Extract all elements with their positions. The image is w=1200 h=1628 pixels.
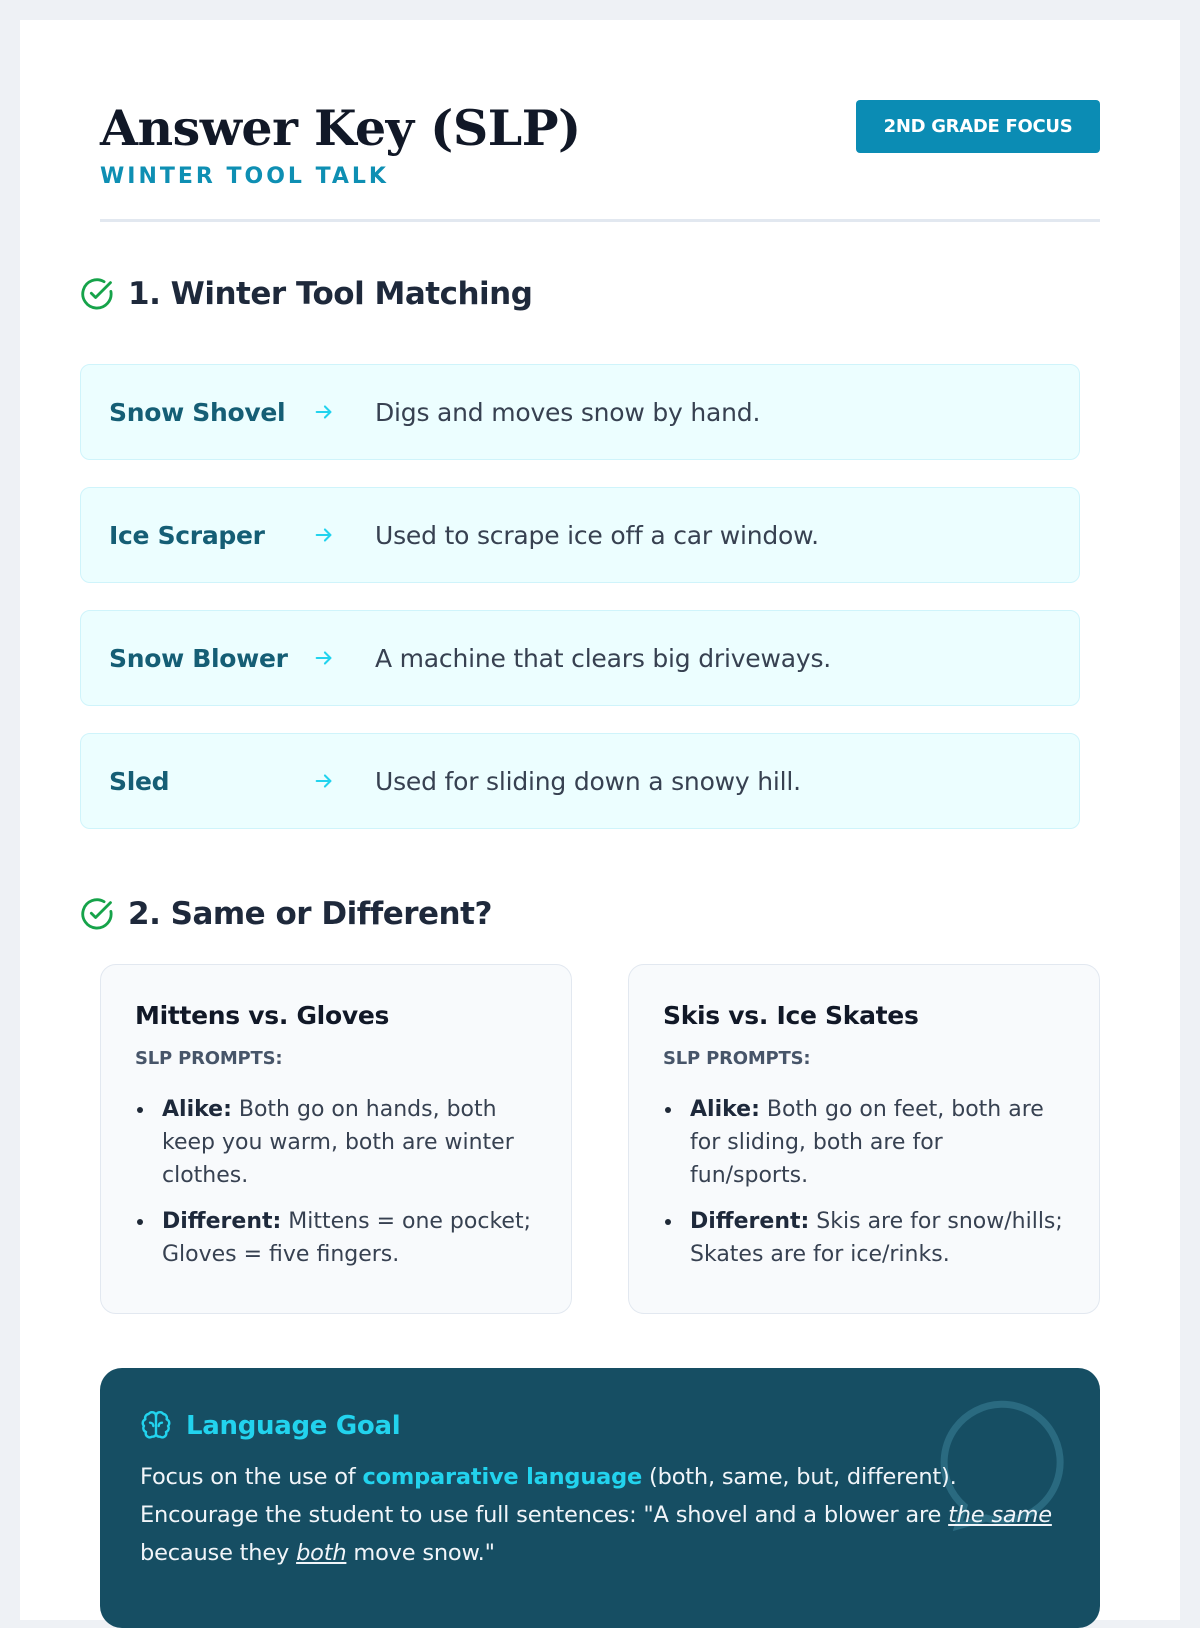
different-text: Mittens = one pocket; Gloves = five fingers. xyxy=(162,1209,531,1267)
grade-badge: 2ND GRADE FOCUS xyxy=(856,100,1100,153)
prompt-list xyxy=(663,1093,1065,1271)
match-definition: Used to scrape ice off a car window. xyxy=(375,520,819,550)
section-1-title: 1. Winter Tool Matching xyxy=(128,276,533,312)
match-row xyxy=(80,487,1080,583)
match-definition: A machine that clears big driveways. xyxy=(375,643,832,673)
brain-icon xyxy=(140,1410,172,1442)
check-circle-icon xyxy=(80,277,114,311)
arrow-right-icon xyxy=(313,643,375,673)
prompts-label: SLP PROMPTS: xyxy=(663,1048,811,1069)
match-term: Snow Blower xyxy=(109,643,288,673)
match-term: Snow Shovel xyxy=(109,397,286,427)
match-row xyxy=(80,610,1080,706)
match-row xyxy=(80,364,1080,460)
section-1-heading xyxy=(80,276,532,312)
page-subtitle: WINTER TOOL TALK xyxy=(100,164,389,189)
alike-label: Alike: xyxy=(162,1097,232,1122)
match-definition: Used for sliding down a snowy hill. xyxy=(375,766,801,796)
goal-heading xyxy=(140,1410,1060,1442)
different-item xyxy=(663,1205,1065,1271)
different-item xyxy=(135,1205,537,1271)
different-label: Different: xyxy=(690,1209,810,1234)
goal-emphasis: the same xyxy=(948,1502,1052,1528)
alike-item xyxy=(135,1093,537,1192)
page-title: Answer Key (SLP) xyxy=(100,99,581,157)
goal-text-part: because they xyxy=(140,1540,297,1566)
match-term: Ice Scraper xyxy=(109,520,265,550)
goal-text-part: Focus on the use of xyxy=(140,1464,363,1490)
goal-title: Language Goal xyxy=(186,1411,401,1441)
match-row xyxy=(80,733,1080,829)
prompts-label: SLP PROMPTS: xyxy=(135,1048,283,1069)
arrow-right-icon xyxy=(313,397,375,427)
prompt-list xyxy=(135,1093,537,1271)
goal-text xyxy=(140,1458,1060,1572)
card-title: Skis vs. Ice Skates xyxy=(663,1001,919,1030)
alike-text: Both go on feet, both are for sliding, both are for fun/sports. xyxy=(690,1097,1044,1188)
different-label: Different: xyxy=(162,1209,282,1234)
header xyxy=(100,20,1100,222)
card-title: Mittens vs. Gloves xyxy=(135,1001,390,1030)
arrow-right-icon xyxy=(313,520,375,550)
different-text: Skis are for snow/hills; Skates are for ice/rinks. xyxy=(690,1209,1063,1267)
language-goal-box xyxy=(100,1368,1100,1628)
compare-card-skis-skates xyxy=(628,964,1100,1314)
section-2-heading xyxy=(80,896,492,932)
goal-text-part: move snow." xyxy=(346,1540,495,1566)
goal-text-part: (both, same, but, different). Encourage the student to use full sentences: "A shovel and a blower are xyxy=(140,1464,957,1528)
section-2-title: 2. Same or Different? xyxy=(128,896,492,932)
match-definition: Digs and moves snow by hand. xyxy=(375,397,761,427)
match-term: Sled xyxy=(109,766,170,796)
goal-emphasis: both xyxy=(296,1540,347,1566)
alike-item xyxy=(663,1093,1065,1192)
alike-label: Alike: xyxy=(690,1097,760,1122)
compare-card-mittens-gloves xyxy=(100,964,572,1314)
alike-text: Both go on hands, both keep you warm, both are winter clothes. xyxy=(162,1097,514,1188)
arrow-right-icon xyxy=(313,766,375,796)
goal-highlight: comparative language xyxy=(362,1464,643,1490)
check-circle-icon xyxy=(80,897,114,931)
